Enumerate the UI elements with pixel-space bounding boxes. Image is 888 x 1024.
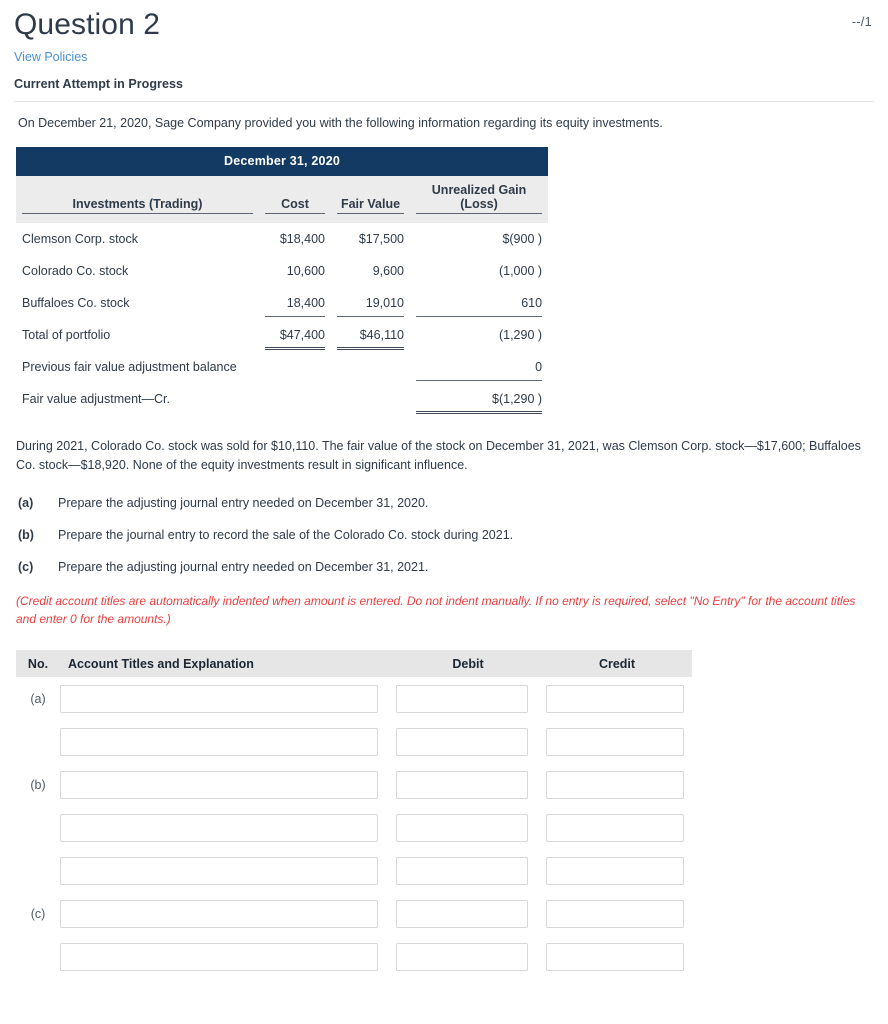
row-unrealized: (1,290 ) [498,328,543,342]
requirement-text: Prepare the journal entry to record the sale of the Colorado Co. stock during 2021. [58,528,514,542]
row-fair-value [331,351,410,383]
table-row [16,351,548,383]
row-fair-value: 9,600 [372,264,404,278]
credit-input[interactable] [546,685,684,713]
table-date-banner: December 31, 2020 [16,147,548,176]
row-cost: 18,400 [259,287,331,319]
header-account: Account Titles and Explanation [68,656,254,671]
journal-row [16,849,692,892]
debit-input[interactable] [396,814,528,842]
row-label: Total of portfolio [22,328,111,342]
account-title-input[interactable] [60,814,378,842]
credit-input[interactable] [546,900,684,928]
header-divider [14,101,874,102]
row-label: Clemson Corp. stock [22,232,139,246]
row-unrealized: $(900 ) [502,232,543,246]
row-cost: $18,400 [279,232,325,246]
requirement-text: Prepare the adjusting journal entry needed on December 31, 2021. [58,560,429,574]
row-label: Previous fair value adjustment balance [22,360,237,374]
requirement-text: Prepare the adjusting journal entry needed on December 31, 2020. [58,496,429,510]
table-row [16,223,548,255]
debit-input[interactable] [396,857,528,885]
attempt-status-label: Current Attempt in Progress [14,77,183,91]
debit-input[interactable] [396,685,528,713]
journal-table-header [16,650,692,677]
row-number-label: (b) [30,777,46,792]
credit-input[interactable] [546,771,684,799]
row-cost: $47,400 [259,319,331,351]
debit-input[interactable] [396,728,528,756]
row-unrealized: (1,000 ) [498,264,543,278]
column-header-investments: Investments (Trading) [16,176,259,223]
page-title: Question 2 [14,8,161,41]
journal-entry-table [16,650,692,978]
credit-input[interactable] [546,857,684,885]
row-number-label: (a) [30,691,46,706]
table-row [16,319,548,351]
requirement-key: (b) [18,528,34,542]
investments-table-wrapper [16,147,548,415]
intro-paragraph: On December 21, 2020, Sage Company provided you with the following information regarding its equity investments. [18,116,663,130]
account-title-input[interactable] [60,900,378,928]
journal-row [16,935,692,978]
row-unrealized: 610 [410,287,548,319]
view-policies-link[interactable]: View Policies [14,50,88,64]
row-label: Colorado Co. stock [22,264,129,278]
journal-row [16,677,692,720]
during-2021-paragraph: During 2021, Colorado Co. stock was sold for $10,110. The fair value of the stock on December 31, 2021, was Clemson Corp. stock—$17,600; Buffaloes Co. stock—$18,920. None of the equity investments result in significant influence. [16,439,861,472]
requirement-item-c [18,560,888,574]
row-fair-value [331,383,410,415]
row-cost: 10,600 [286,264,325,278]
debit-input[interactable] [396,771,528,799]
table-row [16,287,548,319]
question-header [0,0,888,44]
row-cost [259,351,331,383]
row-unrealized: $(1,290 ) [410,383,548,415]
requirement-item-a [18,496,888,510]
row-label: Fair value adjustment—Cr. [22,392,170,406]
requirement-item-b [18,528,888,542]
credit-input[interactable] [546,814,684,842]
table-row [16,255,548,287]
journal-row [16,720,692,763]
column-header-unrealized-gain-loss: Unrealized Gain (Loss) [410,176,548,223]
column-header-cost: Cost [259,176,331,223]
debit-input[interactable] [396,900,528,928]
journal-row [16,806,692,849]
table-date-banner-row [16,147,548,176]
investments-table [16,147,548,415]
header-debit: Debit [452,656,484,671]
account-title-input[interactable] [60,771,378,799]
credit-input[interactable] [546,943,684,971]
account-title-input[interactable] [60,728,378,756]
score-indicator: --/1 [851,14,872,29]
header-credit: Credit [598,656,636,671]
credit-input[interactable] [546,728,684,756]
row-cost [259,383,331,415]
account-title-input[interactable] [60,857,378,885]
credit-indent-instruction: (Credit account titles are automatically indented when amount is entered. Do not indent manually. If no entry is required, select "No Entry" for the account titles and enter 0 for the amounts.) [16,594,856,626]
row-fair-value: 19,010 [331,287,410,319]
account-title-input[interactable] [60,685,378,713]
header-no: No. [27,656,49,671]
requirement-key: (c) [18,560,34,574]
row-label: Buffaloes Co. stock [22,296,130,310]
journal-row [16,892,692,935]
column-header-fair-value: Fair Value [331,176,410,223]
debit-input[interactable] [396,943,528,971]
journal-row [16,763,692,806]
account-title-input[interactable] [60,943,378,971]
row-unrealized: 0 [410,351,548,383]
table-column-headers [16,176,548,223]
row-number-label: (c) [30,906,46,921]
row-fair-value: $17,500 [358,232,404,246]
row-fair-value: $46,110 [331,319,410,351]
requirements-list [18,496,888,574]
table-row [16,383,548,415]
requirement-key: (a) [18,496,34,510]
